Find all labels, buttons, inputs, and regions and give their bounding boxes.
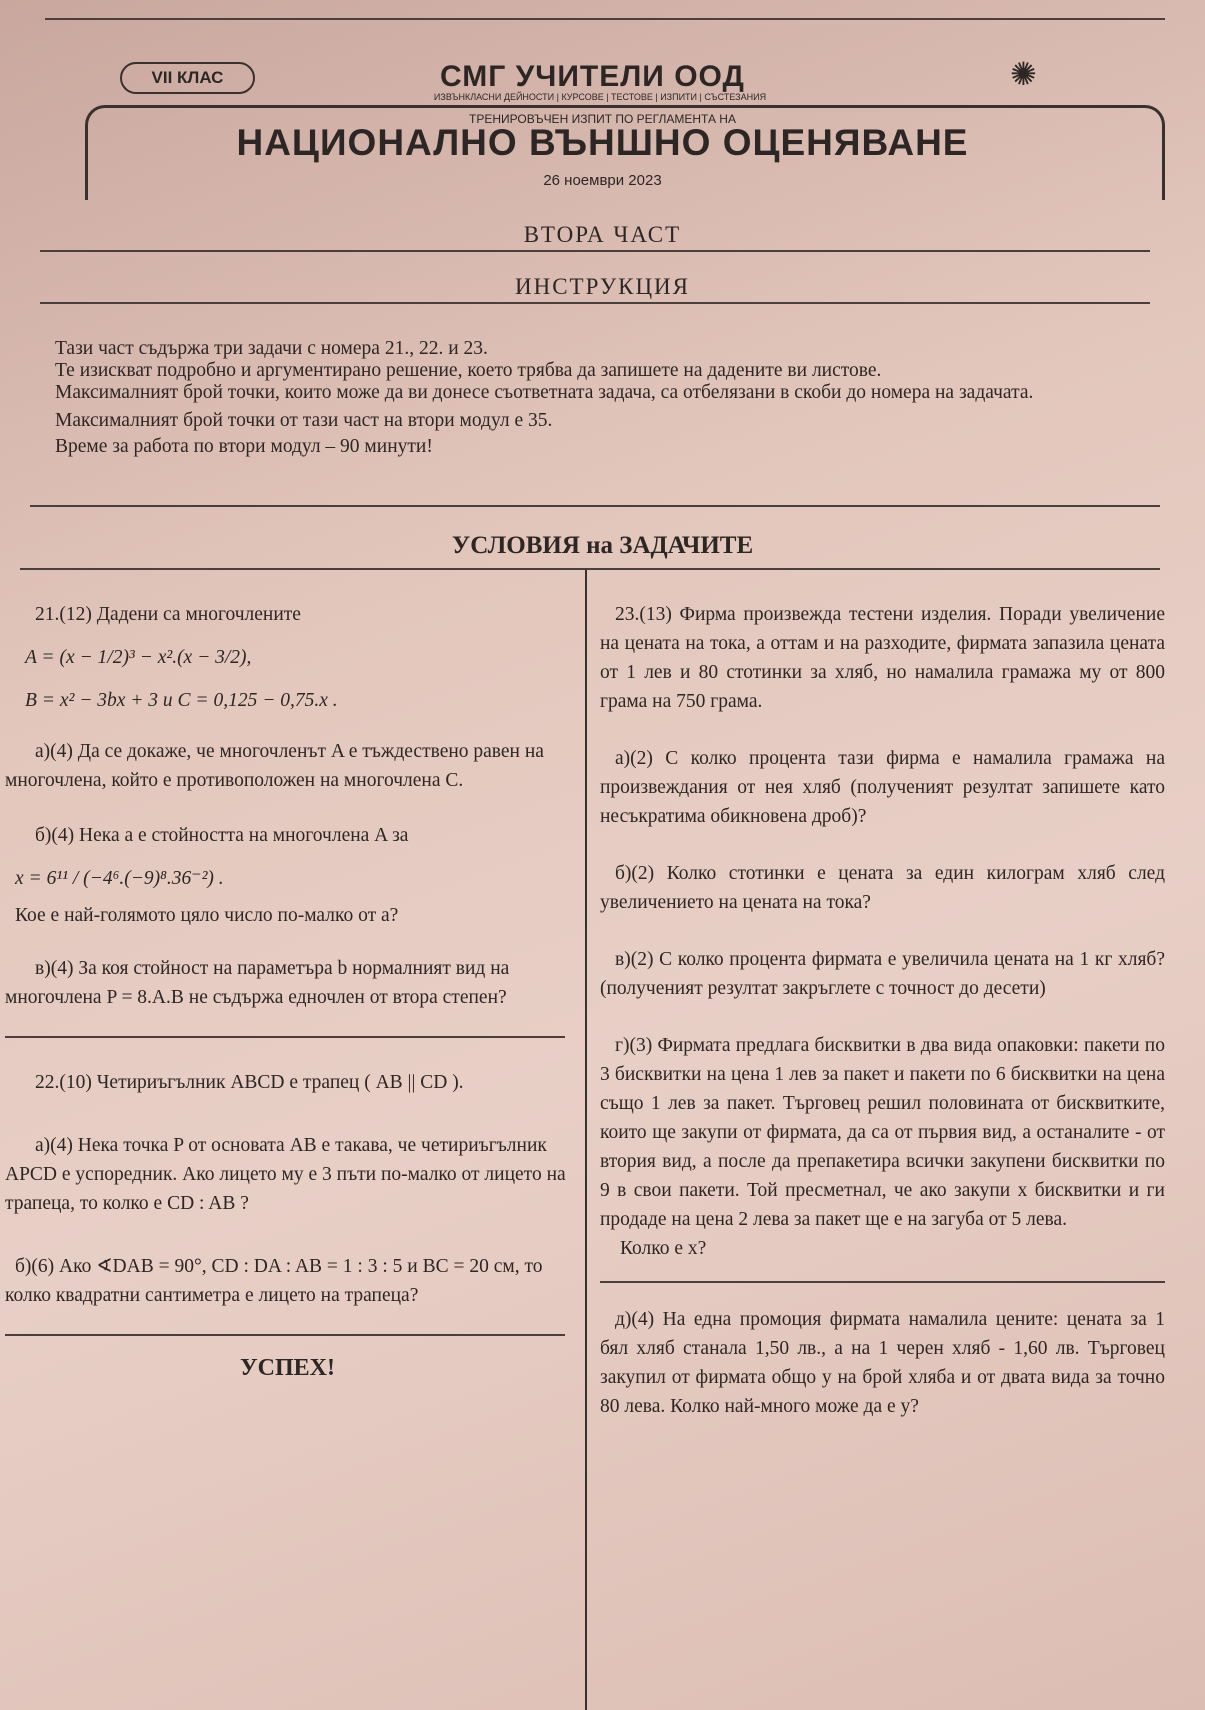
problem-21: [5, 600, 570, 1012]
exam-title: НАЦИОНАЛНО ВЪНШНО ОЦЕНЯВАНЕ: [236, 122, 969, 163]
instruction-line: Максималният брой точки от тази част на втори модул е 35.: [55, 410, 553, 431]
part-d: г)(3) Фирмата предлага бисквитки в два вида опаковки: пакети по 3 бисквитки на цена 1 лев за пакет и пакети по 6 бисквитки на цена също 1 лев за пакет. Търговец решил половината от бисквитките, които ще закупи от фирмата, да са от първия вид, а останалите - от втория вид, а после да препакетира всички закупени бисквитки по 9 в свои пакети. Той пресметнал, че ако закупи x бисквитки и ги продаде на цена 2 лева за пакет ще е на загуба от 5 лева.: [600, 1035, 1165, 1230]
problem-text: 22.(10) Четириъгълник ABCD е трапец ( AB || CD ).: [35, 1072, 464, 1093]
part-b: б)(4) Нека a е стойността на многочлена A за: [35, 825, 409, 846]
column-divider: [585, 570, 587, 1710]
part-b: б)(6) Ако ∢DAB = 90°, CD : DA : AB = 1 : 3 : 5 и BC = 20 см, то колко квадратни сантиметра е лицето на трапеца?: [5, 1256, 543, 1306]
brand-name: СМГ УЧИТЕЛИ ООД: [440, 60, 745, 93]
part-a: а)(4) Да се докаже, че многочленът A е тъждествено равен на многочлена, който е противоположен на многочлена C.: [5, 741, 544, 791]
divider: [5, 1036, 565, 1038]
instruction-line: Те изискват подробно и аргументирано решение, което трябва да запишете на дадените ви листове.: [55, 360, 882, 381]
part-e: д)(4) На една промоция фирмата намалила цените: цената за 1 бял хляб станала 1,50 лв., а на 1 черен хляб - 1,60 лв. Търговец закупил от фирмата общо y на брой хляба и от двата вида за точно 80 лева. Колко най-много може да е y?: [600, 1309, 1165, 1417]
divider: [600, 1281, 1165, 1283]
part-a: а)(2) С колко процента тази фирма е намалила грамажа на произвеждания от нея хляб (полученият резултат запишете като несъкратима обикновена дроб)?: [600, 748, 1165, 827]
part-c: в)(2) С колко процента фирмата е увеличила цената на 1 кг хляб? (полученият резултат закръглете с точност до десети): [600, 949, 1165, 999]
formula-a: A = (x − 1/2)³ − x².(x − 3/2),: [25, 647, 252, 668]
instruction-line: Време за работа по втори модул – 90 минути!: [55, 436, 433, 457]
problem-22: [5, 1068, 570, 1310]
part-heading: ВТОРА ЧАСТ: [523, 222, 682, 247]
exam-subtitle: ТРЕНИРОВЪЧЕН ИЗПИТ ПО РЕГЛАМЕНТА НА: [469, 112, 736, 126]
instruction-line: Максималният брой точки, които може да ви донесе съответната задача, са отбелязани в скоби до номера на задачата.: [55, 382, 1034, 403]
problem-text: 21.(12) Дадени са многочлените: [35, 604, 301, 625]
part-c: в)(4) За коя стойност на параметъра b нормалният вид на многочлена P = 8.A.B не съдържа едночлен от втора степен?: [5, 958, 510, 1008]
problem-23: [600, 600, 1165, 1421]
divider: [20, 568, 1160, 570]
top-rule: [45, 18, 1165, 20]
instruction-line: Тази част съдържа три задачи с номера 21., 22. и 23.: [55, 338, 488, 359]
instructions-body: [40, 338, 1170, 458]
formula-b-c: B = x² − 3bx + 3 и C = 0,125 − 0,75.x .: [25, 690, 338, 711]
instructions-heading: ИНСТРУКЦИЯ: [514, 274, 690, 299]
divider: [40, 302, 1150, 304]
grade-badge: VII КЛАС: [120, 62, 255, 94]
part-b-question: Кое е най-голямото цяло число по-малко от a?: [15, 905, 399, 926]
part-b: б)(2) Колко стотинки е цената за един килограм хляб след увеличението на цената на тока?: [600, 863, 1165, 913]
part-a: а)(4) Нека точка P от основата AB е такава, че четириъгълник APCD е успоредник. Ако лицето му е 3 пъти по-малко от лицето на трапеца, то колко е CD : AB ?: [5, 1135, 566, 1214]
brand-tagline: ИЗВЪНКЛАСНИ ДЕЙНОСТИ | КУРСОВЕ | ТЕСТОВЕ | ИЗПИТИ | СЪСТЕЗАНИЯ: [433, 92, 767, 102]
problems-21-22: [5, 600, 570, 1383]
exam-date: 26 ноември 2023: [543, 172, 662, 189]
conditions-heading: УСЛОВИЯ на ЗАДАЧИТЕ: [451, 532, 754, 559]
divider: [5, 1334, 565, 1336]
part-d-question: Колко е x?: [620, 1238, 707, 1259]
divider: [40, 250, 1150, 252]
problem-text: 23.(13) Фирма произвежда тестени изделия. Поради увеличение на цената на тока, а оттам и на разходите, фирмата запазила цената от 1 лев и 80 стотинки за хляб, но намалила грамажа му от 800 грама на 750 грама.: [600, 604, 1165, 712]
divider: [30, 505, 1160, 507]
closing-text: УСПЕХ!: [240, 1355, 335, 1381]
logo-icon: ✺: [1010, 56, 1037, 92]
formula-x: x = 6¹¹ / (−4⁶.(−9)⁸.36⁻²) .: [15, 868, 224, 889]
